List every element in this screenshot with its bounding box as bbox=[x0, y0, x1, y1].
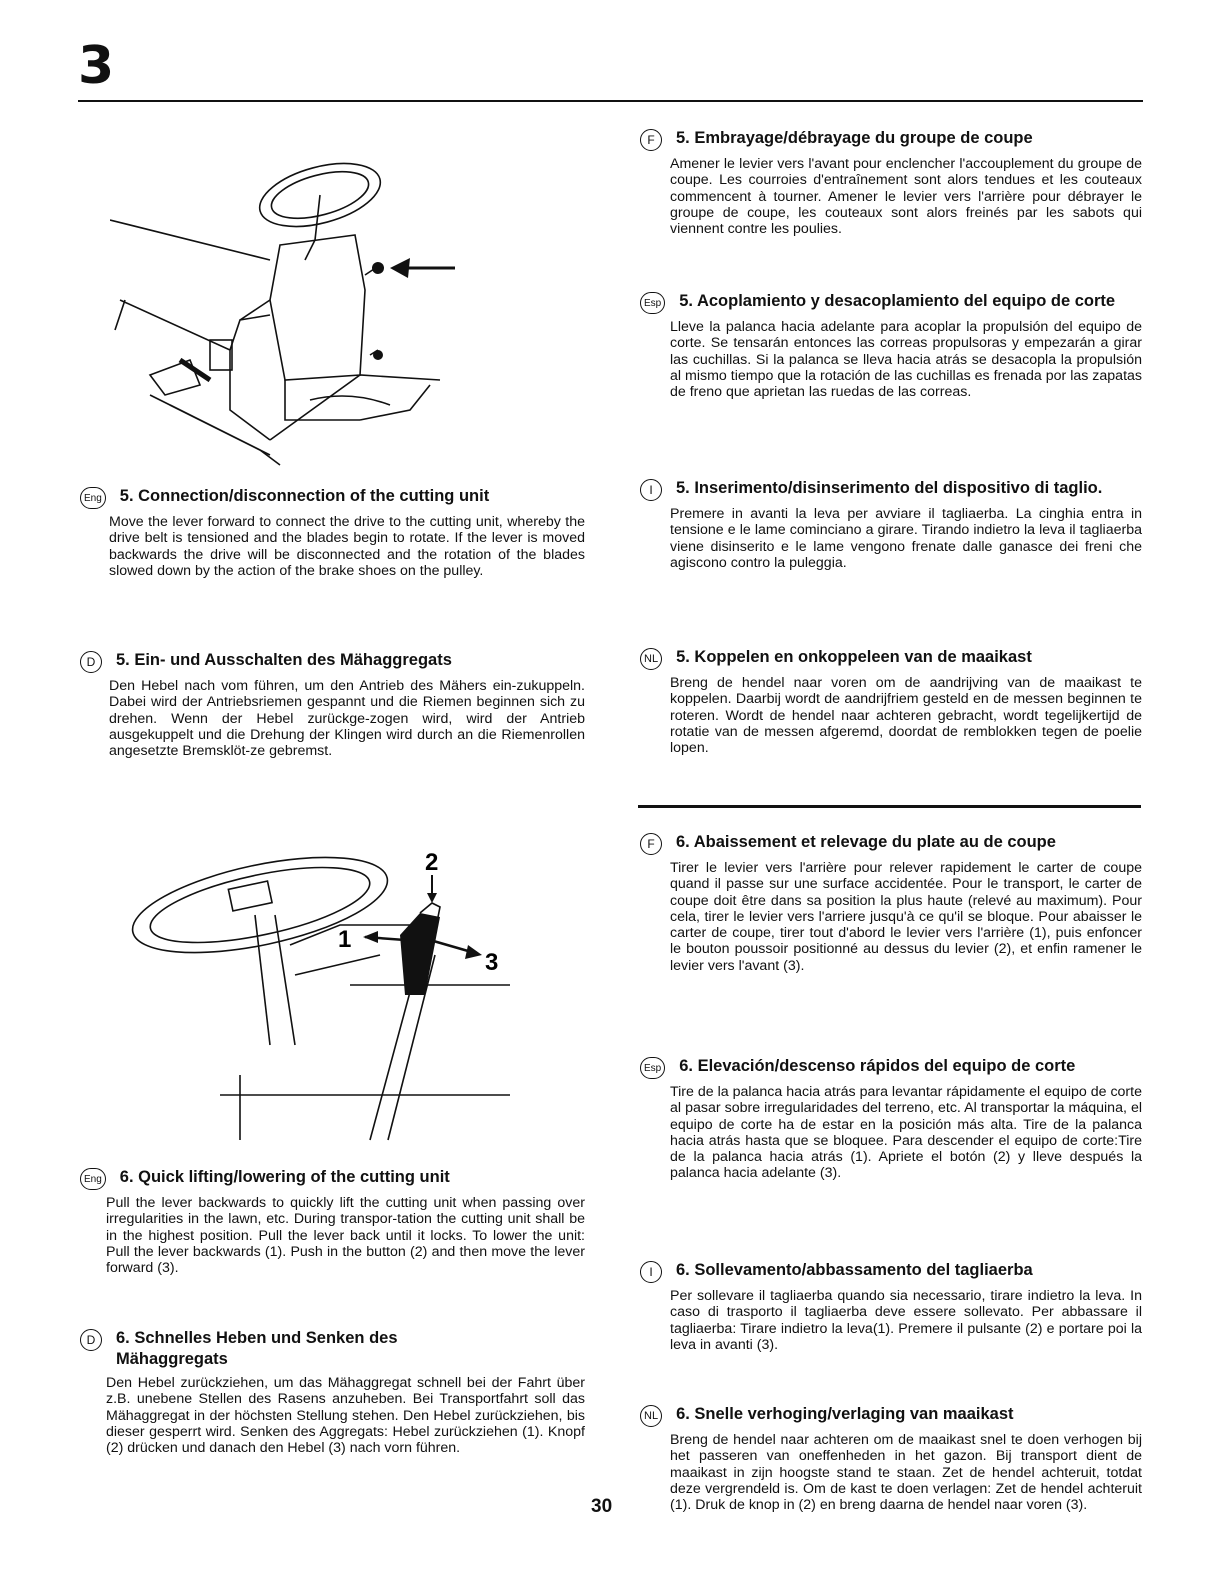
section-divider bbox=[638, 805, 1141, 808]
section-title: 5. Embrayage/débrayage du groupe de coupe bbox=[676, 129, 1033, 147]
lang-badge-d: D bbox=[80, 1329, 102, 1351]
section-body: Breng de hendel naar voren om de aandrijving van de maaikast te koppelen. Daarbij wordt de aandrijfriem gesteld en de messen beginnen te roteren. Wordt de hendel naar achteren gebracht, wordt tegelijkertijd de rotatie van de messen afgeremd, doordat de remblokken tegen de poelie lopen. bbox=[670, 675, 1142, 757]
lang-badge-esp: Esp bbox=[640, 1057, 665, 1079]
section-title: 6. Schnelles Heben und Senken des Mähaggregats bbox=[116, 1329, 398, 1368]
section-eng-5 bbox=[80, 486, 585, 579]
figure-dashboard-lever bbox=[110, 150, 470, 475]
section-d-6 bbox=[80, 1328, 585, 1456]
figure-label-1: 1 bbox=[338, 926, 352, 953]
lang-badge-esp: Esp bbox=[640, 292, 665, 314]
section-title: 5. Acoplamiento y desacoplamiento del equipo de corte bbox=[679, 292, 1116, 310]
section-esp-6 bbox=[640, 1056, 1142, 1182]
lang-badge-eng: Eng bbox=[80, 487, 106, 509]
section-title: 5. Connection/disconnection of the cutting unit bbox=[119, 487, 490, 505]
section-f-5 bbox=[640, 128, 1142, 237]
lang-badge-i: I bbox=[640, 1261, 662, 1283]
section-title: 6. Elevación/descenso rápidos del equipo de corte bbox=[679, 1057, 1076, 1075]
section-title: 6. Sollevamento/abbassamento del tagliaerba bbox=[676, 1261, 1033, 1279]
section-title: 6. Quick lifting/lowering of the cutting unit bbox=[119, 1168, 450, 1186]
section-title: 5. Inserimento/disinserimento del dispositivo di taglio. bbox=[676, 479, 1103, 497]
section-f-6 bbox=[640, 832, 1142, 974]
section-esp-5 bbox=[640, 291, 1142, 400]
lang-badge-nl: NL bbox=[640, 1405, 662, 1427]
section-body: Premere in avanti la leva per avviare il tagliaerba. La cinghia entra in tensione e le lame cominciano a girare. Tirando indietro la leva il tagliaerba viene disinserito e le lame vengono frenate dalle ganasce dei freni che agiscono contro la puleggia. bbox=[670, 506, 1142, 571]
section-i-6 bbox=[640, 1260, 1142, 1353]
section-body: Den Hebel nach vom führen, um den Antrieb des Mähers ein-zukuppeln. Dabei wird der Antriebsriemen gespannt und die Riemen beginnen sich zu drehen. Wenn der Hebel zurückge-zogen wird, wird der Antrieb ausgekuppelt und die Drehung der Klingen wird durch an die Riemenrollen angesetzte Bremsklöt-ze gebremst. bbox=[109, 678, 585, 760]
section-nl-5 bbox=[640, 647, 1142, 756]
chapter-number: 3 bbox=[78, 36, 115, 96]
section-body: Pull the lever backwards to quickly lift the cutting unit when passing over irregularities in the lawn, etc. During transpor-tation the cutting unit shall be in the highest position. Pull the lever back until it locks. To lower the unit: Pull the lever backwards (1). Push in the button (2) and then move the lever forward (3). bbox=[106, 1195, 585, 1277]
lang-badge-d: D bbox=[80, 651, 102, 673]
header-rule bbox=[78, 100, 1143, 102]
section-d-5 bbox=[80, 650, 585, 759]
section-title: 6. Abaissement et relevage du plate au de coupe bbox=[676, 833, 1056, 851]
section-body: Move the lever forward to connect the drive to the cutting unit, whereby the drive belt is tensioned and the blades begin to rotate. If the lever is moved backwards the drive will be disconnected and the rotation of the blades slowed down by the action of the brake shoes on the pulley. bbox=[109, 514, 585, 579]
figure-lift-lever bbox=[120, 845, 520, 1145]
figure-label-3: 3 bbox=[485, 949, 499, 976]
section-body: Per sollevare il tagliaerba quando sia necessario, tirare indietro la leva. In caso di trasporto il tagliaerba deve essere sollevato. Per abbassare il tagliaerba: Tirare indietro la leva(1). Premere il pulsante (2) e portare poi la leva in avanti (3). bbox=[670, 1288, 1142, 1353]
figure-label-2: 2 bbox=[425, 849, 439, 876]
section-eng-6 bbox=[80, 1167, 585, 1276]
section-body: Tire de la palanca hacia atrás para levantar rápidamente el equipo de corte al pasar sobre irregularidades del terreno, etc. Al transportar la máquina, el equipo de corte ha de estar en la posición más alta. Tire de la palanca hacia atrás hasta que se bloquee. Para descender el equipo de corte:Tire de la palanca hacia atrás (1). Apriete el botón (2) y lleve después la palanca hacia adelante (3). bbox=[670, 1084, 1142, 1182]
section-i-5 bbox=[640, 478, 1142, 571]
section-title: 5. Ein- und Ausschalten des Mähaggregats bbox=[116, 651, 452, 669]
section-body: Tirer le levier vers l'arrière pour relever rapidement le carter de coupe quand il passe sur une surface accidentée. Pour le transport, le carter de coupe doit être dans sa position la plus haute (relevé au maximum). Pour cela, tirer le levier vers l'arriere jusqu'à ce qu'il se bloque. Pour abaisser le carter de coupe, tirer tout d'abord le levier vers l'arrière (1), puis enfoncer le bouton poussoir positionné au dessus du levier (2), et enfin ramener le levier vers l'avant (3). bbox=[670, 860, 1142, 974]
lang-badge-f: F bbox=[640, 129, 662, 151]
lang-badge-eng: Eng bbox=[80, 1168, 106, 1190]
lang-badge-i: I bbox=[640, 479, 662, 501]
section-title: 6. Snelle verhoging/verlaging van maaikast bbox=[676, 1405, 1014, 1423]
section-title: 5. Koppelen en onkoppeleen van de maaikast bbox=[676, 648, 1032, 666]
lang-badge-f: F bbox=[640, 833, 662, 855]
lang-badge-nl: NL bbox=[640, 648, 662, 670]
section-nl-6 bbox=[640, 1404, 1142, 1513]
page-number: 30 bbox=[591, 1496, 613, 1517]
section-body: Lleve la palanca hacia adelante para acoplar la propulsión del equipo de corte. Se tensarán entonces las correas propulsoras y empezarán a girar las cuchillas. Si la palanca se lleva hacia atrás se desacopla la propulsión al mismo tiempo que la rotación de las cuchillas es frenada por las zapatas de freno que aprietan las ruedas de las correas. bbox=[670, 319, 1142, 401]
section-body: Amener le levier vers l'avant pour enclencher l'accouplement du groupe de coupe. Les courroies d'entraînement sont alors tendues et les couteaux commencent à tourner. Amener le levier vers l'arrière pour débrayer le groupe de coupe, les couteaux sont alors freinés par les sabots qui viennent contre les poulies. bbox=[670, 156, 1142, 238]
section-body: Den Hebel zurückziehen, um das Mähaggregat schnell bei der Fahrt über z.B. unebene Stellen des Rasens anzuheben. Bei Transportfahrt soll das Mähaggregat in der höchsten Stellung stehen. Den Hebel zurückziehen, bis dieser gesperrt wird. Senken des Aggregats: Hebel zurückziehen (1). Knopf (2) drücken und danach den Hebel (3) nach vorn führen. bbox=[106, 1375, 585, 1457]
section-body: Breng de hendel naar achteren om de maaikast snel te doen verhogen bij het passeren van oneffenheden in het gazon. Bij transport dient de maaikast in zijn hoogste stand te staan. Zet de hendel achteruit, totdat deze vergrendeld is. Om de kast te doen verlagen: Zet de hendel achteruit (1). Druk de knop in (2) en breng daarna de hendel naar voren (3). bbox=[670, 1432, 1142, 1514]
